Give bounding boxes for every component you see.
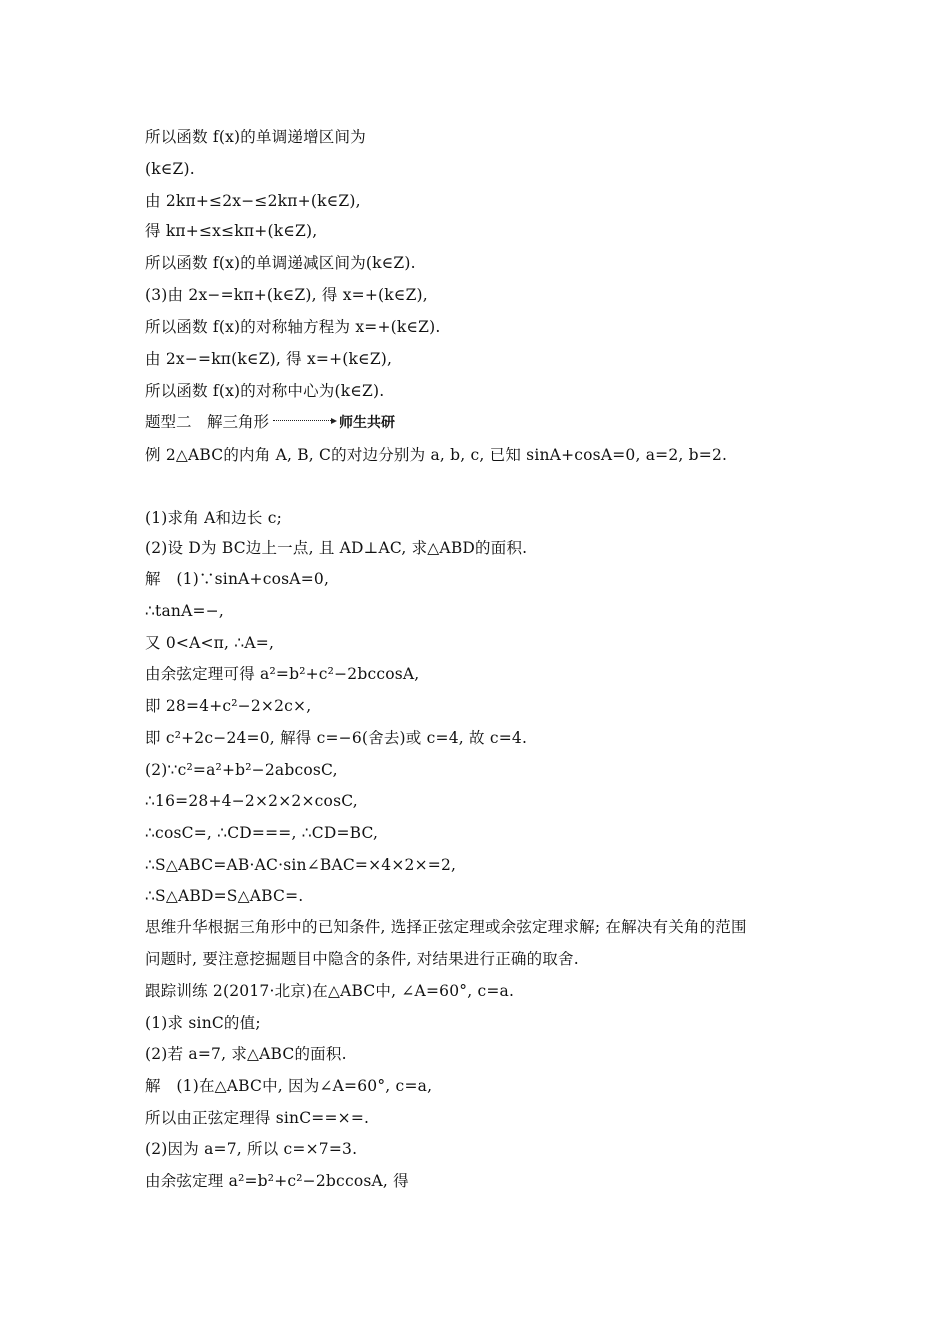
text-line: 即 c²+2c−24=0, 解得 c=−6(舍去)或 c=4, 故 c=4. <box>145 729 528 747</box>
text-line: (2)若 a=7, 求△ABC的面积. <box>145 1045 347 1063</box>
text-line: ∴S△ABD=S△ABC=. <box>145 887 304 905</box>
text-line: ∴tanA=−, <box>145 602 225 620</box>
text-line: 由 2x−=kπ(k∈Z), 得 x=+(k∈Z), <box>145 350 393 368</box>
text-line: 解 (1)在△ABC中, 因为∠A=60°, c=a, <box>145 1077 433 1095</box>
text-line: 所以函数 f(x)的单调递增区间为 <box>145 128 366 146</box>
text-line: ∴cosC=, ∴CD===, ∴CD=BC, <box>145 824 379 842</box>
section-title: 题型二 解三角形 <box>145 413 270 431</box>
text-line: 由余弦定理可得 a²=b²+c²−2bccosA, <box>145 665 420 683</box>
text-line: ∴S△ABC=AB·AC·sin∠BAC=×4×2×=2, <box>145 856 457 874</box>
text-line: 思维升华根据三角形中的已知条件, 选择正弦定理或余弦定理求解; 在解决有关角的范围 <box>145 918 747 936</box>
text-line: (2)设 D为 BC边上一点, 且 AD⊥AC, 求△ABD的面积. <box>145 539 528 557</box>
text-line: (k∈Z). <box>145 160 195 178</box>
text-line: 得 kπ+≤x≤kπ+(k∈Z), <box>145 222 318 240</box>
text-line: 又 0<A<π, ∴A=, <box>145 634 275 652</box>
text-line: 跟踪训练 2(2017·北京)在△ABC中, ∠A=60°, c=a. <box>145 982 515 1000</box>
text-line: (1)求角 A和边长 c; <box>145 509 283 527</box>
text-line: 由 2kπ+≤2x−≤2kπ+(k∈Z), <box>145 192 361 210</box>
text-line: (2)∵c²=a²+b²−2abcosC, <box>145 761 338 779</box>
section-heading <box>145 412 835 433</box>
text-line: 所以函数 f(x)的单调递减区间为(k∈Z). <box>145 254 416 272</box>
text-line: 所以函数 f(x)的对称轴方程为 x=+(k∈Z). <box>145 318 441 336</box>
text-line: 所以由正弦定理得 sinC==×=. <box>145 1109 370 1127</box>
text-line: ∴16=28+4−2×2×2×cosC, <box>145 792 358 810</box>
text-line: 例 2△ABC的内角 A, B, C的对边分别为 a, b, c, 已知 sinA+cosA=0, a=2, b=2. <box>145 446 728 464</box>
dotted-arrow-line <box>273 420 331 422</box>
text-line: 问题时, 要注意挖掘题目中隐含的条件, 对结果进行正确的取舍. <box>145 950 579 968</box>
arrow-right-icon <box>331 418 337 424</box>
text-line: 由余弦定理 a²=b²+c²−2bccosA, 得 <box>145 1172 409 1190</box>
section-tag: 师生共研 <box>339 415 396 431</box>
text-line: (1)求 sinC的值; <box>145 1014 261 1032</box>
text-line: (2)因为 a=7, 所以 c=×7=3. <box>145 1140 358 1158</box>
text-line: 解 (1)∵sinA+cosA=0, <box>145 570 330 588</box>
text-line: 所以函数 f(x)的对称中心为(k∈Z). <box>145 382 385 400</box>
text-line: 即 28=4+c²−2×2c×, <box>145 697 312 715</box>
text-line: (3)由 2x−=kπ+(k∈Z), 得 x=+(k∈Z), <box>145 286 428 304</box>
